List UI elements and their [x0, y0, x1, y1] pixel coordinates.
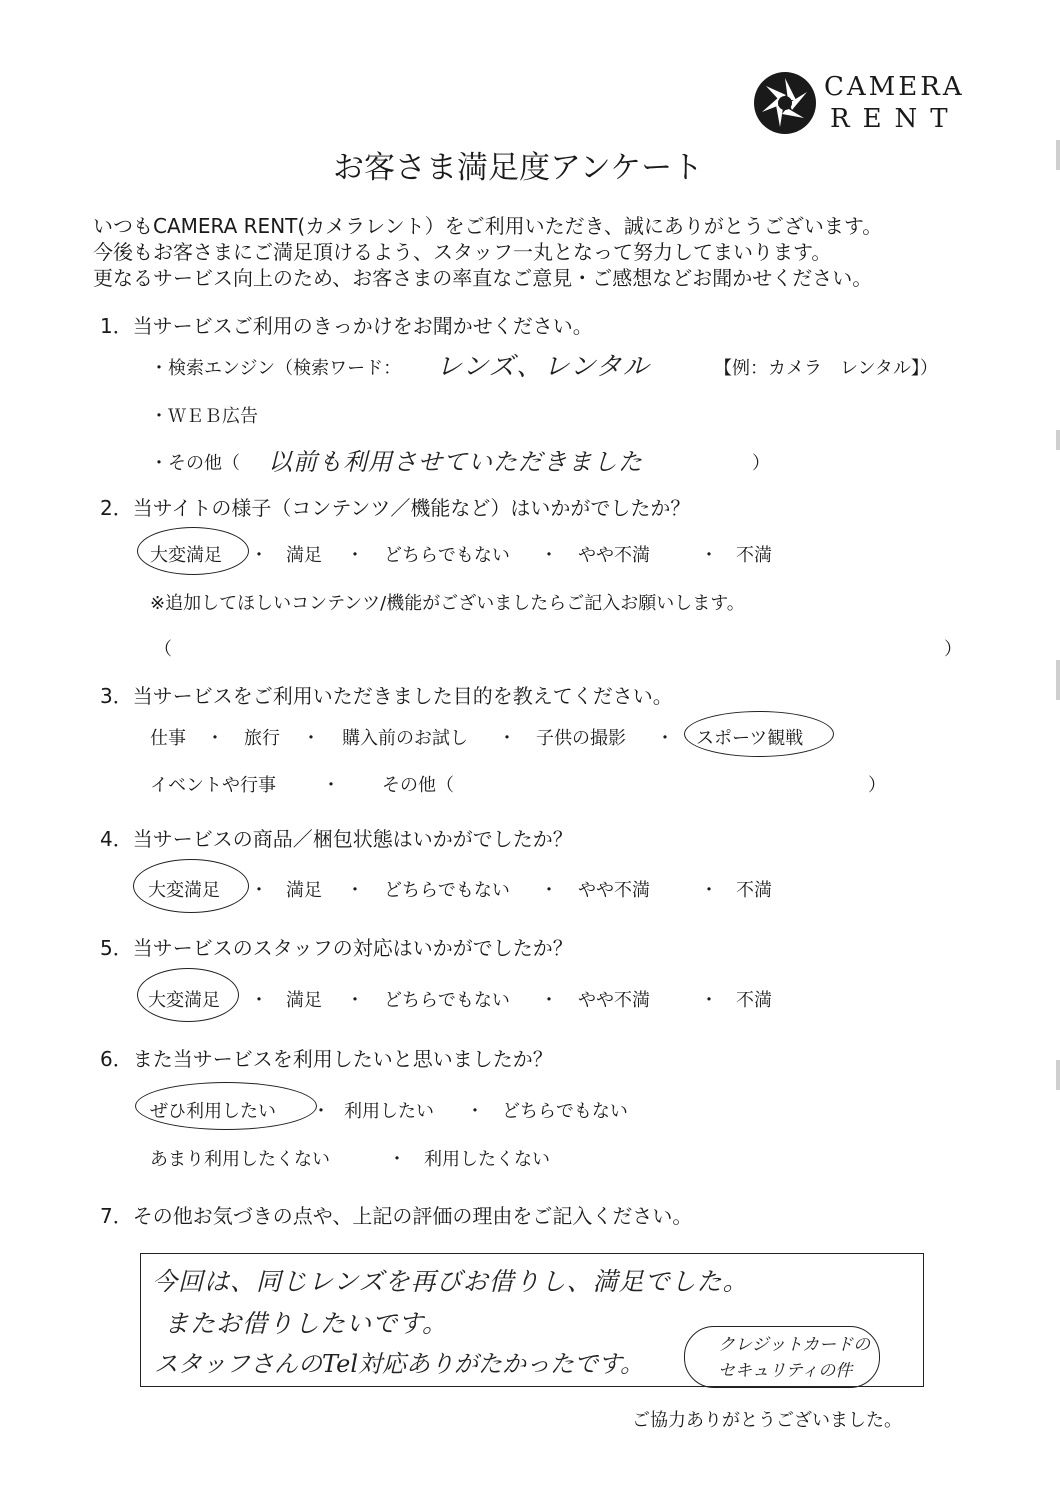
- q7-comment-line-1: 今回は、同じレンズを再びお借りし、満足でした。: [152, 1267, 749, 1296]
- q6-option-3[interactable]: どちらでもない: [502, 1101, 628, 1122]
- q4-sep-2: ・: [346, 880, 364, 901]
- q3-option-6[interactable]: イベントや行事: [150, 775, 276, 796]
- q2-option-1[interactable]: 大変満足: [150, 545, 222, 566]
- q3-sep-3: ・: [498, 728, 516, 749]
- q3-close-paren: ）: [868, 775, 886, 796]
- q1-search-label: ・検索エンジン（検索ワード：: [150, 358, 402, 379]
- q6-sep-1: ・: [312, 1101, 330, 1122]
- q4-option-2[interactable]: 満足: [286, 880, 322, 901]
- footer-thanks: ご協力ありがとうございました。: [632, 1410, 902, 1431]
- q1-search-answer: レンズ、レンタル: [436, 352, 650, 382]
- q3-option-1[interactable]: 仕事: [150, 728, 186, 749]
- q3-option-5[interactable]: スポーツ観戦: [696, 728, 804, 749]
- q5-option-1[interactable]: 大変満足: [148, 990, 220, 1011]
- q5-option-3[interactable]: どちらでもない: [384, 990, 510, 1011]
- q6-option-4[interactable]: あまり利用したくない: [150, 1149, 330, 1170]
- q2-option-2[interactable]: 満足: [286, 545, 322, 566]
- q2-open-paren: （: [154, 639, 172, 660]
- q4-sep-1: ・: [250, 880, 268, 901]
- q4-option-4[interactable]: やや不満: [578, 880, 650, 901]
- q1-other-label: ・その他（: [150, 453, 240, 474]
- aperture-icon: [752, 70, 818, 136]
- q7-question: 7．その他お気づきの点や、上記の評価の理由をご記入ください。: [100, 1204, 693, 1228]
- q4-sep-3: ・: [540, 880, 558, 901]
- q4-option-5[interactable]: 不満: [736, 880, 772, 901]
- page-title: お客さま満足度アンケート: [333, 150, 704, 186]
- scan-edge-mark: [1056, 660, 1060, 700]
- q6-option-2[interactable]: 利用したい: [344, 1101, 434, 1122]
- q7-aside-line-1: クレジットカードの: [718, 1335, 871, 1355]
- q2-option-4[interactable]: やや不満: [578, 545, 650, 566]
- intro-line-2: 今後もお客さまにご満足頂けるよう、スタッフ一丸となって努力してまいります。: [93, 240, 832, 264]
- intro-line-3: 更なるサービス向上のため、お客さまの率直なご意見・ご感想などお聞かせください。: [93, 266, 873, 290]
- intro-line-1: いつもCAMERA RENT(カメラレント）をご利用いただき、誠にありがとうございます。: [93, 214, 883, 238]
- q1-question: 1．当サービスご利用のきっかけをお聞かせください。: [100, 314, 593, 338]
- scan-edge-mark: [1056, 140, 1060, 170]
- q6-sep-3: ・: [388, 1149, 406, 1170]
- logo-line1: CAMERA: [824, 72, 965, 102]
- q2-sep-3: ・: [540, 545, 558, 566]
- q2-close-paren: ）: [944, 639, 962, 660]
- q2-note: ※追加してほしいコンテンツ/機能がございましたらご記入お願いします。: [150, 593, 745, 614]
- q5-option-2[interactable]: 満足: [286, 990, 322, 1011]
- q2-sep-4: ・: [700, 545, 718, 566]
- q4-sep-4: ・: [700, 880, 718, 901]
- q5-sep-4: ・: [700, 990, 718, 1011]
- q3-question: 3．当サービスをご利用いただきました目的を教えてください。: [100, 684, 673, 708]
- q2-question: 2．当サイトの様子（コンテンツ／機能など）はいかがでしたか？: [100, 496, 691, 520]
- q6-option-1[interactable]: ぜひ利用したい: [150, 1101, 276, 1122]
- q1-search-example: 【例：カメラ レンタル】）: [714, 358, 938, 379]
- q1-web-ad: ・ＷＥＢ広告: [150, 406, 258, 427]
- q1-other-close: ）: [752, 453, 770, 474]
- q3-sep-2: ・: [302, 728, 320, 749]
- q5-option-4[interactable]: やや不満: [578, 990, 650, 1011]
- logo-line2: RENT: [830, 104, 961, 134]
- q1-other-answer: 以前も利用させていただきました: [268, 448, 643, 476]
- q2-sep-1: ・: [250, 545, 268, 566]
- q3-option-2[interactable]: 旅行: [244, 728, 280, 749]
- q6-sep-2: ・: [466, 1101, 484, 1122]
- q5-question: 5．当サービスのスタッフの対応はいかがでしたか？: [100, 936, 573, 960]
- q5-sep-1: ・: [250, 990, 268, 1011]
- q6-question: 6．また当サービスを利用したいと思いましたか？: [100, 1047, 553, 1071]
- q4-option-3[interactable]: どちらでもない: [384, 880, 510, 901]
- q5-option-5[interactable]: 不満: [736, 990, 772, 1011]
- q3-option-3[interactable]: 購入前のお試し: [342, 728, 468, 749]
- q3-option-7[interactable]: その他（: [382, 775, 454, 796]
- q3-sep-5: ・: [322, 775, 340, 796]
- q7-comment-line-3: スタッフさんのTel対応ありがたかったです。: [154, 1350, 645, 1378]
- q5-sep-2: ・: [346, 990, 364, 1011]
- q6-option-5[interactable]: 利用したくない: [424, 1149, 550, 1170]
- q3-option-4[interactable]: 子供の撮影: [536, 728, 626, 749]
- q7-aside-line-2: セキュリティの件: [718, 1361, 853, 1381]
- q5-sep-3: ・: [540, 990, 558, 1011]
- q7-comment-line-2: またお借りしたいです。: [164, 1309, 449, 1338]
- q3-sep-1: ・: [206, 728, 224, 749]
- scan-edge-mark: [1056, 1060, 1060, 1090]
- q3-sep-4: ・: [656, 728, 674, 749]
- q4-option-1[interactable]: 大変満足: [148, 880, 220, 901]
- q2-option-5[interactable]: 不満: [736, 545, 772, 566]
- q2-option-3[interactable]: どちらでもない: [384, 545, 510, 566]
- scan-edge-mark: [1056, 430, 1060, 450]
- q2-sep-2: ・: [346, 545, 364, 566]
- logo: [752, 70, 965, 136]
- q4-question: 4．当サービスの商品／梱包状態はいかがでしたか？: [100, 827, 573, 851]
